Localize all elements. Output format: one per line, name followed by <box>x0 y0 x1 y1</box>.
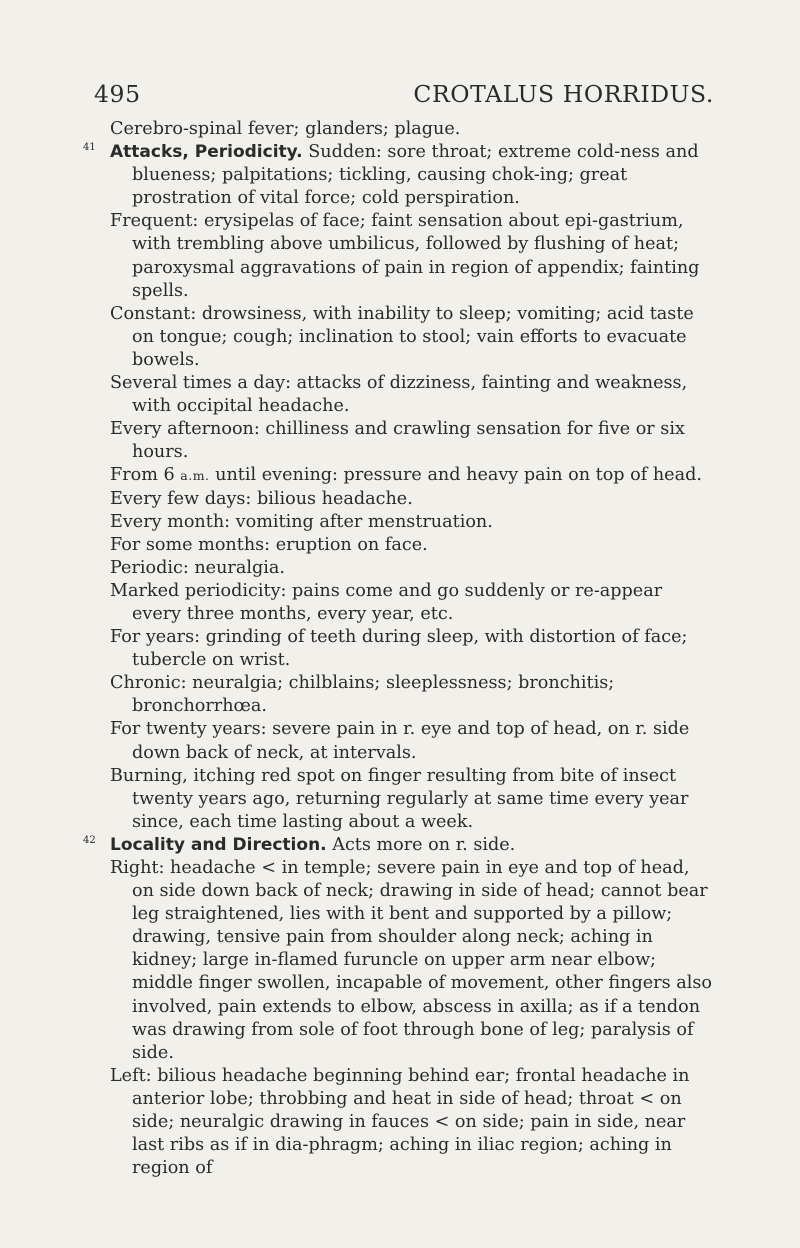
section-entry-locality: 42 Locality and Direction. Acts more on r. side. <box>110 834 714 857</box>
text-entry: Right: headache < in temple; severe pain in eye and top of head, on side down back of neck; drawing in side of head; cannot bear leg straightened, lies with it bent and supported by a pillow; drawing, tensive pain from shoulder along neck; aching in kidney; large in-flamed furuncle on upper arm near elbow; middle finger swollen, incapable of movement, other fingers also involved, pain extends to elbow, abscess in axilla; as if a tendon was drawing from sole of foot through bone of leg; paralysis of side. <box>110 858 712 1063</box>
text-entry: Cerebro-spinal fever; glanders; plague. <box>110 119 461 139</box>
text-entry: Left: bilious headache beginning behind ear; frontal headache in anterior lobe; throbbing and heat in side of head; throat < on side; neuralgic drawing in fauces < on side; pain in side, near last ribs as if in dia-phragm; aching in iliac region; aching in region of <box>110 1065 690 1179</box>
section-heading: Locality and Direction. <box>110 834 327 855</box>
text-entry: Constant: drowsiness, with inability to sleep; vomiting; acid taste on tongue; cough; inclination to stool; vain efforts to evacuate bowels. <box>110 303 694 370</box>
section-heading: Attacks, Periodicity. <box>110 142 303 163</box>
text-entry: Periodic: neuralgia. <box>110 557 285 578</box>
text-entry: Every few days: bilious headache. <box>110 488 413 509</box>
text-entry: For some months: eruption on face. <box>110 534 428 555</box>
text-entry: Burning, itching red spot on finger resulting from bite of insect twenty years ago, returning regularly at same time every year since, each time lasting about a week. <box>110 765 689 832</box>
text-entry: Marked periodicity: pains come and go suddenly or re-appear every three months, every year, etc. <box>110 580 663 624</box>
text-entry: Every afternoon: chilliness and crawling sensation for five or six hours. <box>110 419 685 463</box>
small-caps-time: a.m. <box>180 468 210 484</box>
text-entry: For years: grinding of teeth during sleep, with distortion of face; tubercle on wrist. <box>110 627 688 671</box>
running-title: CROTALUS HORRIDUS. <box>413 80 714 108</box>
section-number: 41 <box>83 142 96 154</box>
section-number: 42 <box>83 834 96 846</box>
text-entry: From 6 a.m. until evening: pressure and heavy pain on top of head. <box>110 465 702 486</box>
page-number: 495 <box>94 80 141 108</box>
text-entry: Chronic: neuralgia; chilblains; sleeplessness; bronchitis; bronchorrhœa. <box>110 673 615 717</box>
body-text <box>83 118 714 1180</box>
text-entry: Several times a day: attacks of dizziness, fainting and weakness, with occipital headache. <box>110 373 688 417</box>
text-entry: Every month: vomiting after menstruation. <box>110 511 493 532</box>
text-entry: Frequent: erysipelas of face; faint sensation about epi-gastrium, with trembling above umbilicus, followed by flushing of heat; paroxysmal aggravations of pain in region of appendix; fainting spells. <box>110 211 700 301</box>
text-entry: For twenty years: severe pain in r. eye and top of head, on r. side down back of neck, at intervals. <box>110 719 690 763</box>
page-header <box>94 80 714 112</box>
section-entry-attacks: 41 Attacks, Periodicity. Sudden: sore throat; extreme cold-ness and blueness; palpitations; tickling, causing chok-ing; great prostration of vital force; cold perspiration. <box>110 141 714 210</box>
